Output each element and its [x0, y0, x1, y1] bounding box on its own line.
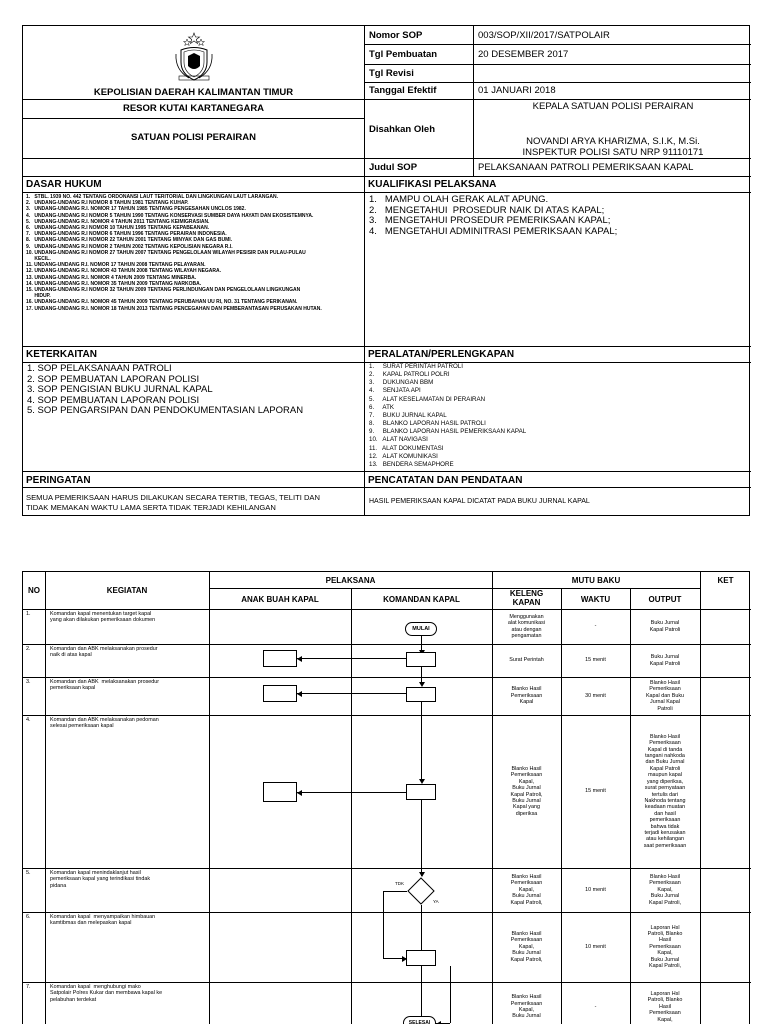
- col-ket-header: KET: [717, 576, 734, 585]
- row-output-line: Hasil: [659, 1003, 671, 1010]
- row-output-line: pemeriksaan: [649, 817, 681, 824]
- row-kelengkapan-line: Pemeriksaan: [510, 772, 543, 779]
- keterkaitan-title: KETERKAITAN: [26, 349, 97, 360]
- row-kegiatan-line: Satpolair Polres Kukar dan membawa kapal ke: [50, 990, 163, 997]
- row-kelengkapan: [492, 912, 561, 982]
- row-output-line: tangani nahkoda: [645, 753, 685, 760]
- row-output-line: Patroli, Blanko: [647, 930, 683, 937]
- peralatan-item: 3. DUKUNGAN BBM: [369, 379, 434, 387]
- tgl-pembuatan-value: 20 DESEMBER 2017: [478, 49, 569, 60]
- peralatan-item: 6. ATK: [369, 403, 394, 411]
- row-output-line: Nakhoda tentang: [644, 797, 686, 804]
- row-kelengkapan-line: Kapal yang: [513, 804, 540, 811]
- row-output-line: Kapal,: [657, 1016, 673, 1023]
- col-mutu-header: MUTU BAKU: [571, 576, 621, 585]
- row-output: [630, 982, 700, 1024]
- row-kegiatan: [50, 646, 208, 679]
- kualifikasi-item: 4. MENGETAHUI ADMINITRASI PEMERIKSAAN KAPAL;: [369, 225, 618, 237]
- row-waktu-line: 30 menit: [585, 692, 606, 699]
- peralatan-item: 7. BUKU JURNAL KAPAL: [369, 411, 447, 419]
- row-kelengkapan-line: alat komunikasi: [507, 620, 546, 627]
- org-name-resor: RESOR KUTAI KARTANEGARA: [122, 103, 265, 114]
- row-kegiatan-line: Komandan kapal menghubungi mako: [50, 984, 141, 990]
- col-output-header: OUTPUT: [648, 595, 682, 604]
- disahkan-nama: NOVANDI ARYA KHARIZMA, S.I.K, M.Si.: [526, 136, 700, 147]
- row-waktu-line: 15 menit: [585, 657, 606, 664]
- row-kelengkapan-line: Kapal Patroli,: [510, 956, 543, 963]
- judul-sop-label: Judul SOP: [369, 162, 418, 173]
- dasar-hukum-item: HIDUP.: [26, 293, 51, 300]
- row-kelengkapan-line: Kapal,: [518, 943, 535, 950]
- row-output-line: dan hasil: [654, 810, 676, 817]
- row-output-line: tertulis dari: [651, 791, 679, 798]
- row-output: [630, 868, 700, 912]
- row-number: [26, 984, 44, 1024]
- row-waktu-line: 15 menit: [585, 788, 606, 795]
- col-kegiatan-header: KEGIATAN: [106, 586, 148, 595]
- row-output-line: atau kehilangan: [645, 836, 685, 843]
- peralatan-item: 4. SENJATA API: [369, 387, 421, 395]
- row-kegiatan-line: selesai pemeriksaan kapal: [50, 723, 114, 730]
- peralatan-item: 12. ALAT KOMUNIKASI: [369, 452, 438, 460]
- row-kelengkapan-line: Surat Perintah: [509, 657, 544, 664]
- tanggal-efektif-value: 01 JANUARI 2018: [478, 85, 556, 96]
- row-kelengkapan-line: atau dengan: [511, 626, 542, 633]
- row-kelengkapan-line: Kapal Patroli,: [510, 899, 543, 906]
- row-kelengkapan: [492, 677, 561, 715]
- row-kegiatan-line: yang akan dilakukan pemeriksaan dokumen: [50, 617, 156, 624]
- start-terminator: [405, 622, 437, 636]
- row-output-line: Kapal,: [657, 886, 673, 893]
- komandan-process-box-3: [406, 687, 436, 702]
- row-kegiatan-line: pemeriksaan kapal yang terindikasi tindak: [50, 876, 151, 883]
- dasar-hukum-item: KECIL.: [26, 256, 51, 263]
- dasar-hukum-item: 8. UNDANG-UNDANG R.I NOMOR 22 TAHUN 2001 TENTANG MINYAK DAN GAS BUMI.: [26, 237, 233, 244]
- row-output: [630, 715, 700, 868]
- row-kelengkapan: [492, 715, 561, 868]
- decision-yes-label: YA: [433, 899, 439, 904]
- police-emblem-logo: [171, 32, 217, 82]
- row-kegiatan-line: Komandan dan ABK melaksanakan prosedur: [50, 646, 158, 652]
- row-output: [630, 912, 700, 982]
- komandan-process-box-4: [406, 784, 436, 800]
- row-kelengkapan-line: Blanko Hasil: [511, 873, 542, 880]
- sop-header-table: [22, 25, 750, 516]
- row-kegiatan: [50, 914, 208, 984]
- org-name-polda: KEPOLISIAN DAERAH KALIMANTAN TIMUR: [93, 87, 294, 98]
- row-kelengkapan-line: Kapal: [519, 699, 534, 706]
- row-kegiatan: [50, 717, 208, 870]
- kualifikasi-item: 1. MAMPU OLAH GERAK ALAT APUNG.: [369, 194, 549, 205]
- row-kegiatan: [50, 984, 208, 1024]
- row-number: [26, 646, 44, 679]
- decision-no-label: TDK: [395, 881, 404, 886]
- row-output-line: Kapal Patroli: [649, 626, 681, 633]
- row-kegiatan-line: Komandan kapal menentukan target kapal: [50, 611, 152, 617]
- procedure-table: [22, 571, 750, 1024]
- row-waktu: [561, 644, 630, 677]
- col-waktu-header: WAKTU: [580, 595, 611, 604]
- dasar-hukum-item: 5. UNDANG-UNDANG R.I. NOMOR 4 TAHUN 2011 TENTANG KEIMIGRASIAN.: [26, 218, 210, 225]
- peralatan-item: 13. BENDERA SEMAPHORE: [369, 460, 454, 468]
- row-output-line: Pemeriksaan: [649, 740, 681, 747]
- tgl-pembuatan-label: Tgl Pembuatan: [369, 49, 438, 60]
- disahkan-label: Disahkan Oleh: [369, 124, 435, 135]
- row-number: [26, 870, 44, 914]
- row-kelengkapan-line: Kapal,: [518, 1007, 535, 1013]
- end-terminator: [403, 1016, 436, 1024]
- keterkaitan-item: 5. SOP PENGARSIPAN DAN PENDOKUMENTASIAN LAPORAN: [27, 405, 304, 416]
- kualifikasi-item: 3. MENGETAHUI PROSEDUR PEMERIKSAAN KAPAL;: [369, 215, 611, 226]
- row-kegiatan-line: Komandan dan ABK melaksanakan prosedur: [50, 679, 160, 685]
- row-kegiatan-line: Komandan kapal menyampaikan himbauan: [50, 914, 156, 920]
- row-waktu: [561, 912, 630, 982]
- row-kegiatan: [50, 611, 208, 646]
- row-kelengkapan-line: Menggunakan: [509, 613, 544, 620]
- row-output-line: surat pernyataan: [644, 785, 686, 792]
- row-output-line: Buku Jurnal: [650, 893, 680, 900]
- row-waktu-line: 10 menit: [585, 886, 606, 893]
- tanggal-efektif-label: Tanggal Efektif: [369, 85, 437, 96]
- row-number: [26, 611, 44, 646]
- row-output-line: Pemeriksaan: [649, 880, 681, 887]
- row-kelengkapan-line: Buku Jurnal: [512, 785, 541, 792]
- row-kelengkapan: [492, 609, 561, 644]
- col-abk-header: ANAK BUAH KAPAL: [241, 595, 319, 604]
- abk-process-box-2: [263, 650, 297, 667]
- row-kelengkapan-line: Blanko Hasil: [511, 994, 542, 1001]
- row-number: [26, 679, 44, 717]
- row-output-line: Patroli: [657, 705, 673, 712]
- peringatan-line-1: SEMUA PEMERIKSAAN HARUS DILAKUKAN SECARA TERTIB, TEGAS, TELITI DAN: [26, 493, 320, 502]
- row-output: [630, 677, 700, 715]
- row-kelengkapan-line: Pemeriksaan: [510, 692, 543, 699]
- row-kegiatan-line: pemeriksaan kapal: [50, 685, 96, 692]
- dasar-hukum-item: 7. UNDANG-UNDANG R.I NOMOR 6 TAHUN 1996 TENTANG PERAIRAN INDONESIA.: [26, 231, 227, 238]
- row-number-line: 6.: [26, 914, 31, 920]
- row-output-line: maupun kapal: [648, 772, 682, 779]
- dasar-hukum-item: 3. UNDANG-UNDANG R.I. NOMOR 17 TAHUN 1985 TENTANG PENGESAHAN UNCLOS 1982.: [26, 206, 246, 213]
- dasar-hukum-item: 15. UNDANG-UNDANG R.I NOMOR 32 TAHUN 2009 TENTANG PERLINDUNGAN DAN PENGELOLAAN LINGKUNGAN: [26, 287, 301, 294]
- peringatan-title: PERINGATAN: [26, 475, 91, 486]
- row-output-line: Kapal Patroli: [649, 660, 681, 667]
- peralatan-item: 8. BLANKO LAPORAN HASIL PATROLI: [369, 420, 486, 428]
- row-output-line: Pemeriksaan: [649, 943, 681, 950]
- row-number: [26, 717, 44, 870]
- dasar-hukum-list: [26, 194, 362, 312]
- dasar-hukum-item: 12. UNDANG-UNDANG R.I. NOMOR 43 TAHUN 2008 TENTANG WILAYAH NEGARA.: [26, 268, 222, 275]
- row-kegiatan: [50, 870, 208, 914]
- judul-sop-value: PELAKSANAAN PATROLI PEMERIKSAAN KAPAL: [478, 162, 694, 173]
- row-output-line: Buku Jurnal: [650, 654, 680, 661]
- row-output-line: Blanko Hasil: [650, 733, 680, 740]
- kualifikasi-title: KUALIFIKASI PELAKSANA: [368, 179, 497, 190]
- row-kegiatan-line: naik di atas kapal: [50, 652, 92, 659]
- row-kelengkapan-line: diperiksa: [515, 810, 538, 817]
- row-number-line: 1.: [26, 611, 31, 617]
- peralatan-list: [369, 363, 749, 469]
- row-kegiatan-line: kamtibmas dan melepaskan kapal: [50, 920, 132, 927]
- row-kelengkapan: [492, 982, 561, 1024]
- dasar-hukum-item: 11. UNDANG-UNDANG R.I. NOMOR 17 TAHUN 2008 TENTANG PELAYARAN.: [26, 262, 206, 269]
- row-waktu-line: -: [594, 623, 597, 630]
- abk-process-box-3: [263, 685, 297, 702]
- peringatan-line-2: TIDAK MEMAKAN WAKTU LAMA SERTA TIDAK TERJADI KEHILANGAN: [26, 503, 276, 512]
- dasar-hukum-item: 1. STBL. 1939 NO. 442 TENTANG ORDONANSI LAUT TERITORIAL DAN LINGKUNGAN LAUT LARANGAN.: [26, 194, 278, 200]
- row-number: [26, 914, 44, 984]
- komandan-process-box-6: [406, 950, 436, 966]
- nomor-sop-value: 003/SOP/XII/2017/SATPOLAIR: [478, 30, 610, 41]
- row-output-line: Pemeriksaan: [649, 1010, 681, 1017]
- row-kelengkapan-line: Kapal Patroli,: [510, 791, 543, 798]
- row-kelengkapan-line: Pemeriksaan: [510, 937, 543, 944]
- nomor-sop-label: Nomor SOP: [369, 30, 423, 41]
- row-kelengkapan-line: Pemeriksaan: [510, 880, 543, 887]
- komandan-process-box-2: [406, 652, 436, 667]
- dasar-hukum-item: 9. UNDANG-UNDANG R.I NOMOR 2 TAHUN 2002 TENTANG KEPOLISIAN NEGARA R.I.: [26, 243, 233, 250]
- keterkaitan-item: 4. SOP PEMBUATAN LAPORAN POLISI: [27, 394, 200, 406]
- row-kelengkapan-line: Buku Jurnal: [512, 893, 541, 900]
- row-kegiatan-line: pelabuhan terdekat: [50, 996, 97, 1003]
- row-output-line: Kapal Patroli,: [648, 899, 682, 906]
- row-output-line: Kapal dan Buku: [645, 692, 685, 699]
- row-kelengkapan-line: pengamatan: [511, 632, 542, 639]
- row-output-line: Kapal Patroli,: [648, 963, 682, 970]
- keterkaitan-item: 1. SOP PELAKSANAAN PATROLI: [27, 363, 172, 374]
- row-kelengkapan: [492, 644, 561, 677]
- row-kegiatan-line: Komandan kapal menindaklanjut hasil: [50, 870, 141, 876]
- decision-diamond: [407, 877, 435, 905]
- dasar-hukum-item: 2. UNDANG-UNDANG R.I NOMOR 8 TAHUN 1981 TENTANG KUHAP.: [26, 200, 189, 207]
- disahkan-pangkat: INSPEKTUR POLISI SATU NRP 91110171: [522, 147, 704, 158]
- row-output-line: Patroli, Blanko: [647, 997, 683, 1004]
- col-kelengkapan-header-2: KAPAN: [512, 598, 541, 607]
- col-komandan-header: KOMANDAN KAPAL: [383, 595, 460, 604]
- start-label: MULAI: [412, 626, 430, 632]
- peralatan-item: 1. SURAT PERINTAH PATROLI: [369, 363, 463, 370]
- row-waktu: [561, 982, 630, 1024]
- row-output-line: Jurnal Kapal: [650, 699, 680, 706]
- row-output-line: dan Buku Jurnal: [645, 759, 685, 766]
- row-waktu: [561, 715, 630, 868]
- row-waktu: [561, 609, 630, 644]
- row-number-line: 2.: [26, 646, 31, 652]
- peralatan-item: 2. KAPAL PATROLI POLRI: [369, 371, 450, 379]
- col-kelengkapan-header-1: KELENG: [509, 589, 544, 598]
- kualifikasi-list: [369, 195, 749, 237]
- row-output-line: Laporan Hsl: [650, 990, 680, 997]
- row-number-line: 5.: [26, 870, 31, 876]
- peralatan-item: 11. ALAT DOKUMENTASI: [369, 444, 444, 452]
- row-waktu-line: 10 menit: [585, 943, 606, 950]
- row-kelengkapan-line: Buku Jurnal: [512, 950, 541, 957]
- row-number-line: 4.: [26, 717, 31, 723]
- dasar-hukum-item: 17. UNDANG-UNDANG R.I. NOMOR 18 TAHUN 2013 TENTANG PENCEGAHAN DAN PEMBERANTASAN PERUSAKAN HUTAN.: [26, 305, 322, 312]
- row-kelengkapan-line: Kapal,: [518, 778, 535, 785]
- row-kegiatan-line: Komandan dan ABK melaksanakan pedoman: [50, 717, 159, 723]
- row-waktu: [561, 677, 630, 715]
- col-no-header: NO: [28, 586, 40, 595]
- row-output-line: Blanko Hasil: [650, 679, 680, 686]
- row-output-line: yang diperiksa,: [646, 778, 684, 785]
- keterkaitan-item: 2. SOP PEMBUATAN LAPORAN POLISI: [27, 373, 200, 385]
- row-output-line: Pemeriksaan: [649, 686, 681, 693]
- row-kelengkapan: [492, 868, 561, 912]
- abk-process-box-4: [263, 782, 297, 802]
- row-number-line: 3.: [26, 679, 31, 685]
- dasar-hukum-item: 16. UNDANG-UNDANG R.I. NOMOR 45 TAHUN 2009 TENTANG PERUBAHAN UU RI, NO. 31 TENTANG PERIKANAN.: [26, 299, 298, 306]
- dasar-hukum-item: 6. UNDANG-UNDANG R.I NOMOR 10 TAHUN 1995 TENTANG KEPABEANAN.: [26, 225, 210, 232]
- peralatan-title: PERALATAN/PERLENGKAPAN: [368, 349, 515, 360]
- row-kelengkapan-line: Buku Jurnal: [512, 797, 541, 804]
- row-output-line: Hasil: [659, 937, 671, 944]
- peralatan-item: 5. ALAT KESELAMATAN DI PERAIRAN: [369, 395, 486, 403]
- row-kelengkapan-line: Pemeriksaan: [510, 1000, 543, 1007]
- keterkaitan-list: [27, 364, 363, 417]
- pencatatan-title: PENCATATAN DAN PENDATAAN: [368, 475, 523, 486]
- dasar-hukum-item: 10. UNDANG-UNDANG R.I NOMOR 27 TAHUN 2007 TENTANG PENGELOLAAN WILAYAH PESISIR DAN PULAU-PULAU: [26, 249, 306, 256]
- row-kelengkapan-line: Blanko Hasil: [511, 765, 542, 772]
- row-output-line: Kapal di tanda: [647, 746, 683, 753]
- peralatan-item: 9. BLANKO LAPORAN HASIL PEMERIKSAAN KAPAL: [369, 428, 527, 436]
- row-output-line: saat pemeriksaan: [643, 842, 687, 849]
- row-output: [630, 609, 700, 644]
- row-output-line: bahwa tidak: [650, 823, 680, 830]
- row-kegiatan: [50, 679, 208, 717]
- row-output-line: Buku Jurnal: [650, 620, 680, 627]
- row-output-line: Kapal Patroli: [649, 765, 681, 772]
- kualifikasi-item: 2. MENGETAHUI PROSEDUR NAIK DI ATAS KAPAL;: [369, 204, 605, 216]
- row-output: [630, 644, 700, 677]
- row-kelengkapan-line: Kapal,: [518, 886, 535, 893]
- peralatan-item: 10. ALAT NAVIGASI: [369, 436, 428, 444]
- dasar-hukum-item: 13. UNDANG-UNDANG R.I. NOMOR 4 TAHUN 2009 TENTANG MINERBA.: [26, 274, 197, 281]
- end-label: SELESAI: [408, 1020, 431, 1024]
- row-kelengkapan-line: Blanko Hasil: [511, 686, 542, 693]
- dasar-hukum-item: 14. UNDANG-UNDANG R.I. NOMOR 35 TAHUN 2009 TENTANG NARKOBA.: [26, 280, 202, 287]
- row-waktu-line: -: [594, 1003, 597, 1010]
- row-waktu: [561, 868, 630, 912]
- row-kelengkapan-line: Buku Jurnal: [512, 1013, 541, 1020]
- pencatatan-text: HASIL PEMERIKSAAN KAPAL DICATAT PADA BUKU JURNAL KAPAL: [369, 498, 590, 505]
- keterkaitan-item: 3. SOP PENGISIAN BUKU JURNAL KAPAL: [27, 384, 213, 395]
- row-output-line: terjadi kerusakan: [644, 829, 686, 836]
- row-kegiatan-line: pidana: [50, 882, 67, 889]
- row-output-line: Laporan Hsl: [650, 924, 680, 931]
- tgl-revisi-label: Tgl Revisi: [369, 68, 414, 79]
- dasar-hukum-title: DASAR HUKUM: [26, 179, 102, 190]
- org-name-satuan: SATUAN POLISI PERAIRAN: [131, 132, 256, 143]
- disahkan-jabatan: KEPALA SATUAN POLISI PERAIRAN: [532, 101, 694, 112]
- dasar-hukum-item: 4. UNDANG-UNDANG R.I NOMOR 5 TAHUN 1990 TENTANG KONSERVASI SUMBER DAYA HAYATI DAN EKOSISTEMNYA.: [26, 212, 314, 219]
- row-output-line: Buku Jurnal: [650, 956, 680, 963]
- row-output-line: keadaan muatan: [644, 804, 686, 811]
- row-kelengkapan-line: Blanko Hasil: [511, 930, 542, 937]
- row-output-line: Kapal,: [657, 950, 673, 957]
- row-number-line: 7.: [26, 984, 31, 990]
- col-pelaksana-header: PELAKSANA: [325, 576, 376, 585]
- row-output-line: Blanko Hasil: [650, 873, 680, 880]
